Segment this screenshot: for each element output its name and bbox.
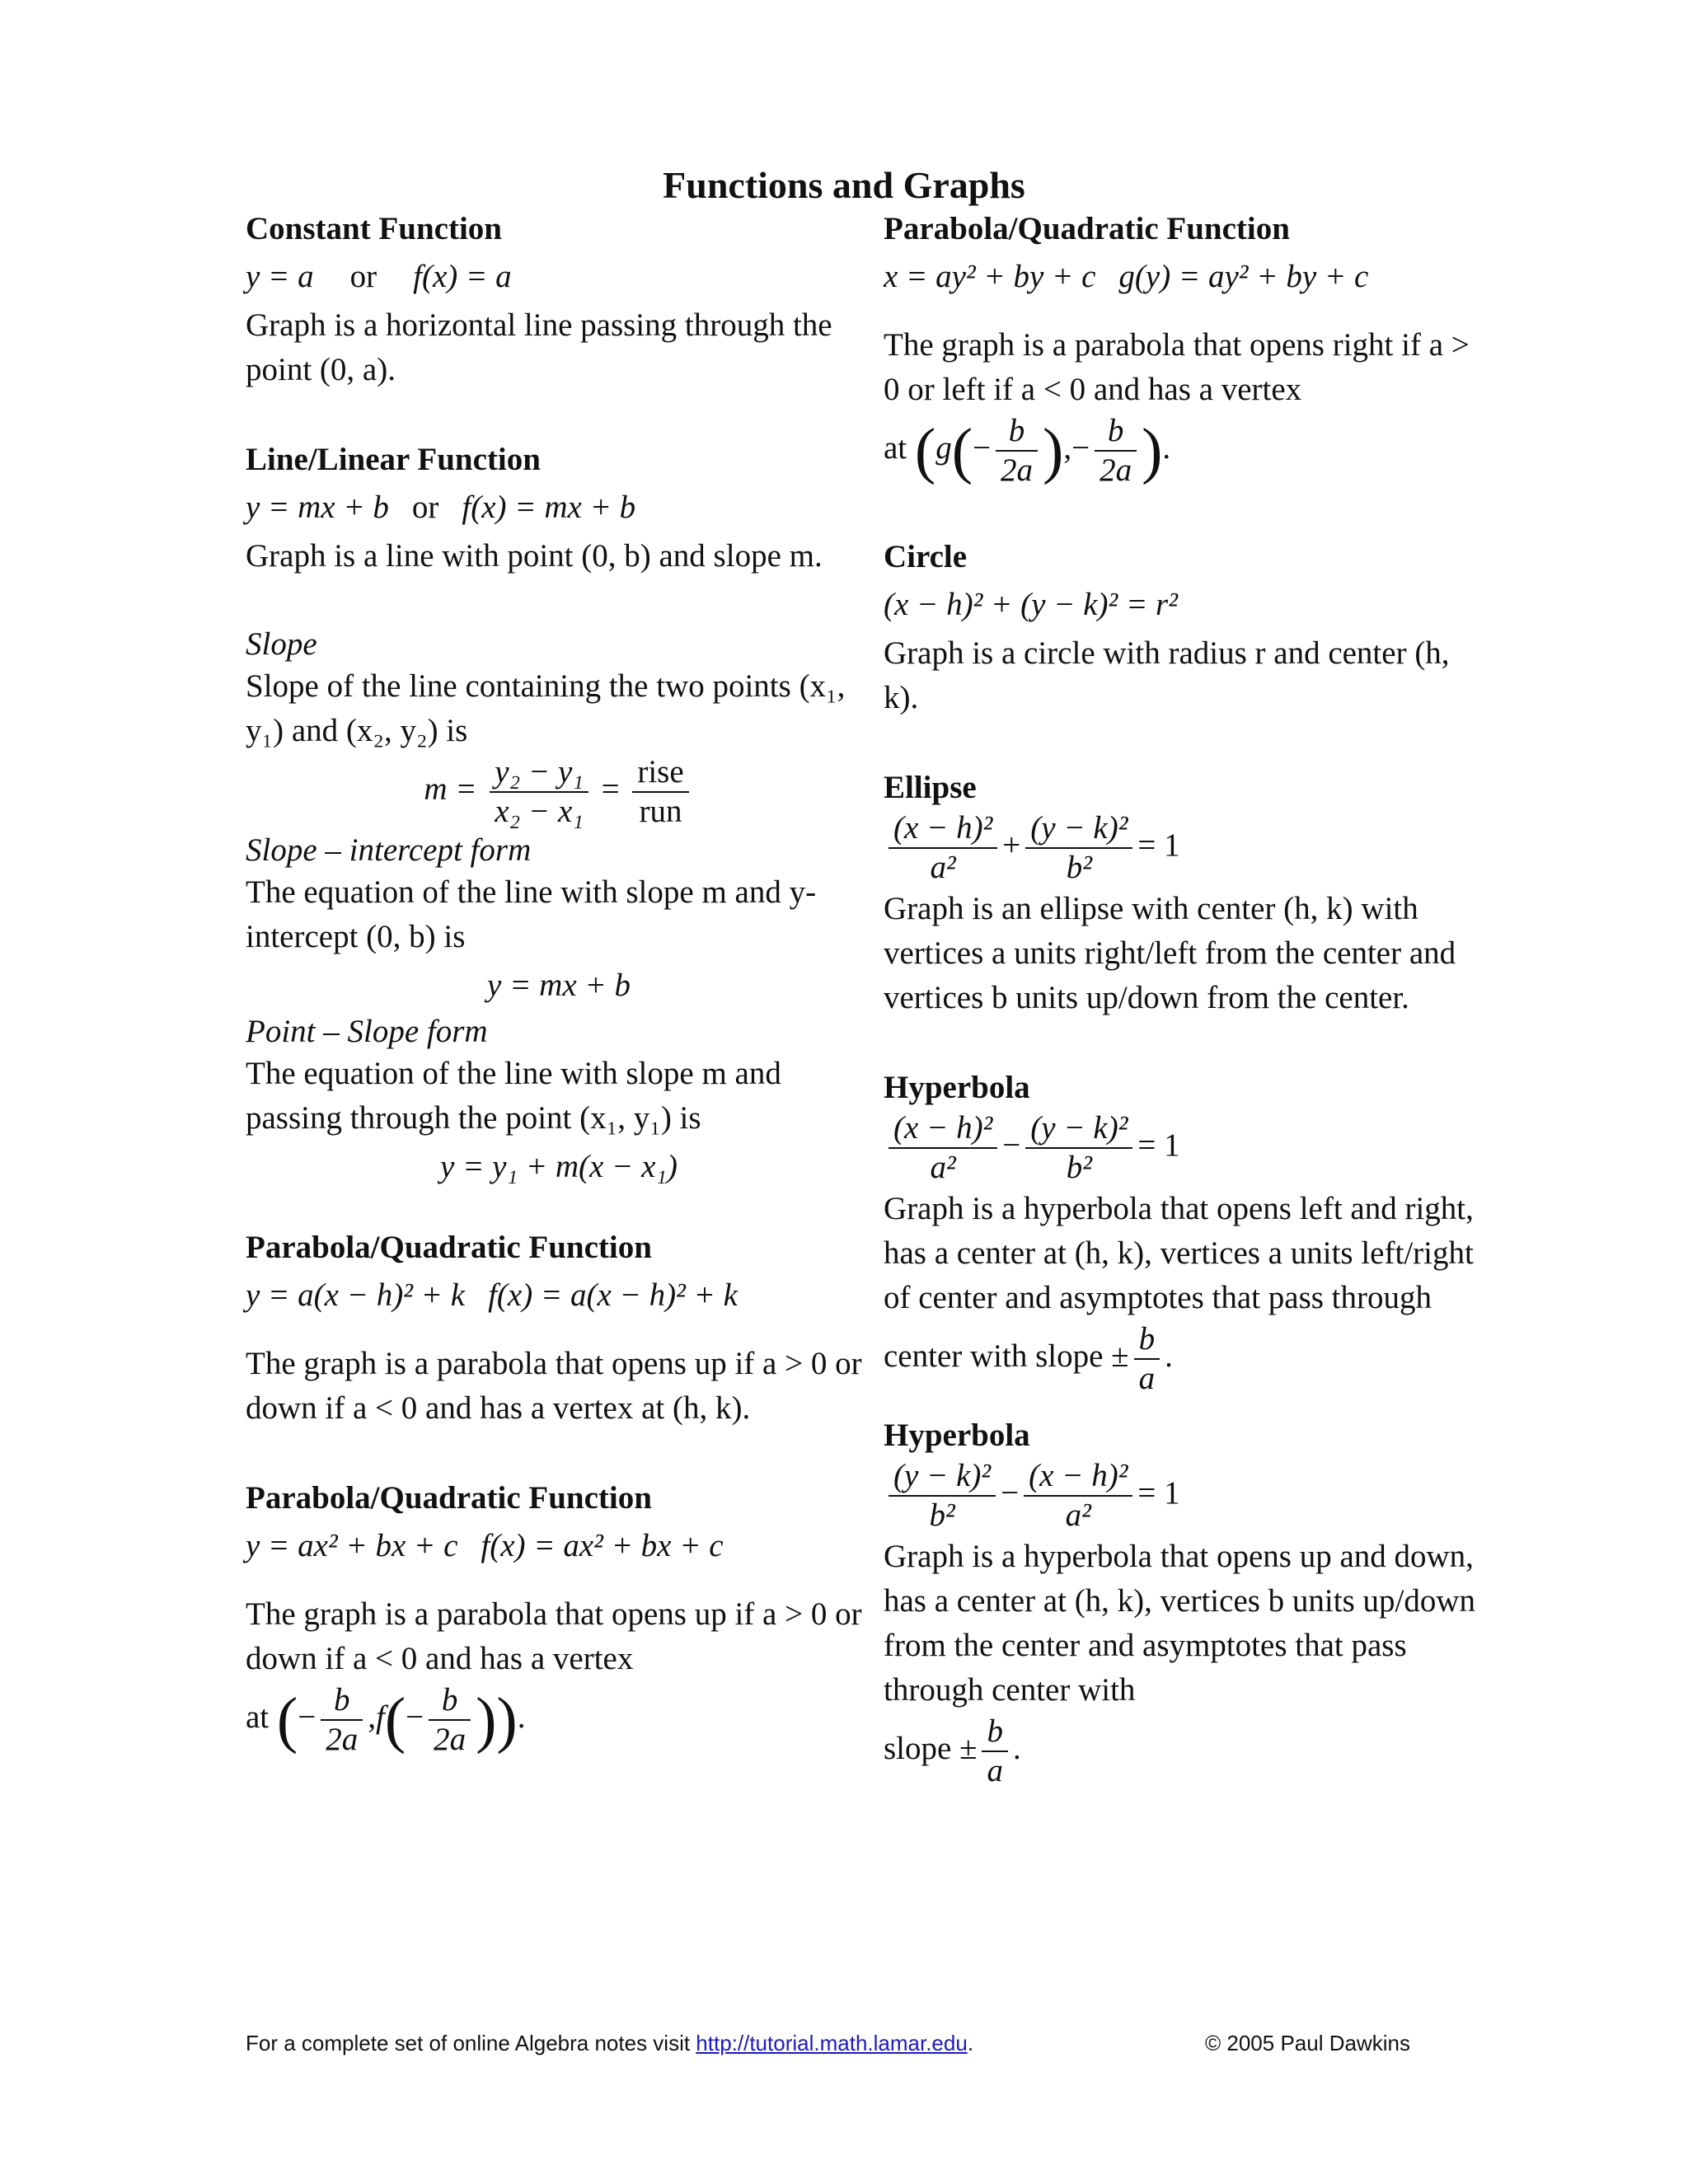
- hyperbola-ud-pm: ±: [959, 1730, 978, 1766]
- slope-formula: [246, 753, 872, 831]
- footer-notes: [246, 2031, 973, 2056]
- vertex-func-name: f: [375, 1699, 385, 1735]
- slope-numerator: y₂ − y₁: [490, 753, 588, 793]
- linear-or: or: [411, 490, 439, 525]
- slope-denominator: x₂ − x₁: [495, 794, 584, 829]
- parabola-standard-section: [246, 1477, 872, 1759]
- parabola-sideways-section: [884, 208, 1477, 490]
- constant-or: or: [349, 259, 377, 294]
- rise-run-fraction: [632, 753, 688, 831]
- point-slope-heading: Point – Slope form: [246, 1014, 488, 1049]
- linear-eq2: f(x) = mx + b: [462, 490, 636, 525]
- ellipse-den-1: a²: [930, 850, 956, 885]
- parabola-standard-equation: [246, 1520, 872, 1572]
- hyperbola-ud-fraction-1: [889, 1457, 996, 1535]
- hyperbola-ud-slope-word: slope: [884, 1730, 952, 1766]
- rise-label: rise: [632, 753, 688, 793]
- hyperbola-lr-section: [884, 1066, 1477, 1398]
- hyperbola-ud-rhs: = 1: [1137, 1474, 1180, 1511]
- hyperbola-ud-slope: [884, 1713, 1477, 1790]
- hyperbola-ud-desc: Graph is a hyperbola that opens up and down, has a center at (h, k), vertices b units up/down from the center and asymptotes that pass through center with: [884, 1539, 1476, 1708]
- footer-text: For a complete set of online Algebra notes visit: [246, 2031, 696, 2055]
- hyperbola-lr-equation: [884, 1109, 1477, 1187]
- slope-intercept-heading: Slope – intercept form: [246, 832, 532, 868]
- hyperbola-ud-section: [884, 1414, 1477, 1790]
- parabola-sideways-vertex: at (g(− $\frac{b}{2a}$ ),− $\frac{b}{2a}$ ).: [884, 413, 1171, 488]
- hyperbola-lr-num-2: (y − k)²: [1025, 1109, 1132, 1149]
- parabola-vertex-heading: Parabola/Quadratic Function: [246, 1230, 652, 1265]
- linear-function-heading: Line/Linear Function: [246, 442, 541, 477]
- circle-section: [884, 536, 1477, 720]
- parabola-standard-eq1: y = ax² + bx + c: [246, 1528, 458, 1563]
- hyperbola-ud-den-1: b²: [929, 1497, 955, 1533]
- vertex-y-den: 2a: [434, 1722, 467, 1757]
- sideways-minus-1: −: [973, 429, 992, 466]
- sideways-y-num: b: [1095, 412, 1137, 452]
- constant-function-section: [246, 208, 872, 392]
- constant-function-heading: Constant Function: [246, 211, 502, 246]
- hyperbola-ud-slope-den: a: [987, 1753, 1003, 1788]
- hyperbola-ud-num-2: (x − h)²: [1024, 1457, 1132, 1497]
- slope-fraction: [490, 753, 588, 831]
- ellipse-fraction-2: [1025, 809, 1132, 887]
- hyperbola-lr-den-2: b²: [1066, 1150, 1092, 1185]
- hyperbola-lr-desc-text: Graph is a hyperbola that opens left and right, has a center at (h, k), vertices a units left/right of center and asymptotes that pass through center with slope: [884, 1191, 1474, 1374]
- parabola-sideways-desc: The graph is a parabola that opens right if a > 0 or left if a < 0 and has a vertex: [884, 327, 1470, 407]
- slope-section: [246, 625, 872, 1193]
- sideways-minus-2: −: [1071, 429, 1090, 466]
- hyperbola-ud-equation: [884, 1457, 1477, 1535]
- footer-copyright: © 2005 Paul Dawkins: [1205, 2031, 1410, 2055]
- hyperbola-ud-heading: Hyperbola: [884, 1418, 1030, 1453]
- sideways-at-label: at: [884, 429, 907, 466]
- footer-period: .: [967, 2031, 974, 2055]
- hyperbola-lr-op: −: [1002, 1127, 1021, 1163]
- hyperbola-ud-slope-num: b: [982, 1713, 1008, 1752]
- parabola-sideways-heading: Parabola/Quadratic Function: [884, 211, 1290, 246]
- hyperbola-ud-den-2: a²: [1065, 1497, 1091, 1533]
- slope-formula-lhs: m =: [424, 771, 477, 807]
- linear-eq1: y = mx + b: [246, 490, 389, 525]
- parabola-vertex-section: [246, 1226, 872, 1431]
- footer-link[interactable]: http://tutorial.math.lamar.edu: [696, 2031, 968, 2055]
- hyperbola-lr-desc: [884, 1187, 1477, 1398]
- hyperbola-lr-rhs: = 1: [1137, 1127, 1180, 1163]
- circle-heading: Circle: [884, 539, 968, 574]
- hyperbola-lr-slope-num: b: [1134, 1320, 1160, 1360]
- parabola-vertex-desc: The graph is a parabola that opens up if a > 0 or down if a < 0 and has a vertex at (h, k).: [246, 1346, 862, 1426]
- point-slope-desc: The equation of the line with slope m and passing through the point (x₁, y₁) is: [246, 1056, 781, 1136]
- ellipse-fraction-1: [889, 809, 997, 887]
- vertex-period: .: [517, 1699, 526, 1735]
- slope-desc: Slope of the line containing the two points (x₁, y₁) and (x₂, y₂) is: [246, 668, 846, 748]
- left-column: [246, 208, 872, 1759]
- parabola-standard-vertex: at (− $\frac{b}{2a}$ ,f(− $\frac{b}{2a}$ )).: [246, 1682, 526, 1757]
- ellipse-num-2: (y − k)²: [1025, 809, 1132, 849]
- hyperbola-lr-slope-den: a: [1138, 1361, 1156, 1396]
- hyperbola-lr-slope-fraction: [1134, 1320, 1160, 1398]
- page-title: Functions and Graphs: [663, 164, 1025, 206]
- sideways-y-den: 2a: [1100, 452, 1132, 488]
- vertex-at-label: at: [246, 1699, 270, 1735]
- hyperbola-ud-slope-fraction: [982, 1713, 1008, 1790]
- parabola-sideways-eq2: g(y) = ay² + by + c: [1118, 259, 1369, 294]
- ellipse-den-2: b²: [1066, 850, 1092, 885]
- parabola-sideways-eq1: x = ay² + by + c: [884, 259, 1096, 294]
- sideways-x-den: 2a: [1001, 452, 1034, 488]
- sideways-y-fraction: [1095, 412, 1137, 490]
- hyperbola-lr-num-1: (x − h)²: [889, 1109, 997, 1149]
- parabola-sideways-equation: [884, 251, 1477, 303]
- point-slope-equation: y = y₁ + m(x − x₁): [440, 1149, 678, 1184]
- ellipse-section: [884, 766, 1477, 1020]
- parabola-standard-heading: Parabola/Quadratic Function: [246, 1480, 652, 1516]
- sideways-x-fraction: [996, 412, 1038, 490]
- sideways-comma: ,: [1063, 429, 1072, 466]
- slope-eq-sign: =: [601, 771, 620, 807]
- parabola-vertex-equation: [246, 1269, 872, 1322]
- hyperbola-ud-num-1: (y − k)²: [889, 1457, 996, 1497]
- parabola-vertex-eq2: f(x) = a(x − h)² + k: [488, 1277, 738, 1313]
- vertex-x-fraction: [321, 1681, 363, 1759]
- parabola-standard-desc: The graph is a parabola that opens up if a > 0 or down if a < 0 and has a vertex: [246, 1596, 862, 1676]
- parabola-vertex-eq1: y = a(x − h)² + k: [246, 1277, 466, 1313]
- constant-function-equation: [246, 251, 872, 303]
- slope-intercept-equation: y = mx + b: [487, 968, 631, 1003]
- ellipse-heading: Ellipse: [884, 770, 977, 805]
- hyperbola-lr-heading: Hyperbola: [884, 1070, 1030, 1105]
- ellipse-num-1: (x − h)²: [889, 809, 997, 849]
- sideways-period: .: [1162, 429, 1171, 466]
- hyperbola-ud-fraction-2: [1024, 1457, 1132, 1535]
- linear-function-desc: Graph is a line with point (0, b) and slope m.: [246, 538, 823, 574]
- right-column: [884, 208, 1477, 1790]
- constant-eq2: f(x) = a: [413, 259, 512, 294]
- sideways-func-name: g: [935, 429, 952, 466]
- linear-function-section: [246, 438, 872, 579]
- constant-function-desc: Graph is a horizontal line passing through the point (0, a).: [246, 307, 832, 387]
- vertex-y-fraction: [429, 1681, 471, 1759]
- hyperbola-lr-den-1: a²: [930, 1150, 956, 1185]
- slope-heading: Slope: [246, 626, 317, 662]
- hyperbola-ud-period: .: [1012, 1730, 1021, 1766]
- hyperbola-lr-period: .: [1165, 1338, 1173, 1374]
- vertex-minus-1: −: [298, 1699, 316, 1735]
- sideways-x-num: b: [996, 412, 1038, 452]
- vertex-x-num: b: [321, 1681, 363, 1721]
- run-label: run: [639, 794, 682, 829]
- hyperbola-lr-fraction-2: [1025, 1109, 1132, 1187]
- parabola-standard-eq2: f(x) = ax² + bx + c: [481, 1528, 724, 1563]
- hyperbola-ud-op: −: [1001, 1474, 1020, 1511]
- vertex-comma: ,: [368, 1699, 376, 1735]
- linear-function-equation: [246, 481, 872, 534]
- ellipse-equation: [884, 809, 1477, 887]
- vertex-x-den: 2a: [326, 1722, 359, 1757]
- circle-equation: (x − h)² + (y − k)² = r²: [884, 587, 1178, 622]
- ellipse-op: +: [1002, 827, 1021, 863]
- constant-eq1: y = a: [246, 259, 314, 294]
- circle-desc: Graph is a circle with radius r and center (h, k).: [884, 635, 1450, 715]
- hyperbola-lr-pm: ±: [1111, 1338, 1129, 1374]
- slope-intercept-desc: The equation of the line with slope m and y-intercept (0, b) is: [246, 874, 817, 954]
- vertex-minus-2: −: [406, 1699, 424, 1735]
- ellipse-rhs: = 1: [1137, 827, 1180, 863]
- ellipse-desc: Graph is an ellipse with center (h, k) with vertices a units right/left from the center and vertices b units up/down from the center.: [884, 891, 1456, 1015]
- vertex-y-num: b: [429, 1681, 471, 1721]
- hyperbola-lr-fraction-1: [889, 1109, 997, 1187]
